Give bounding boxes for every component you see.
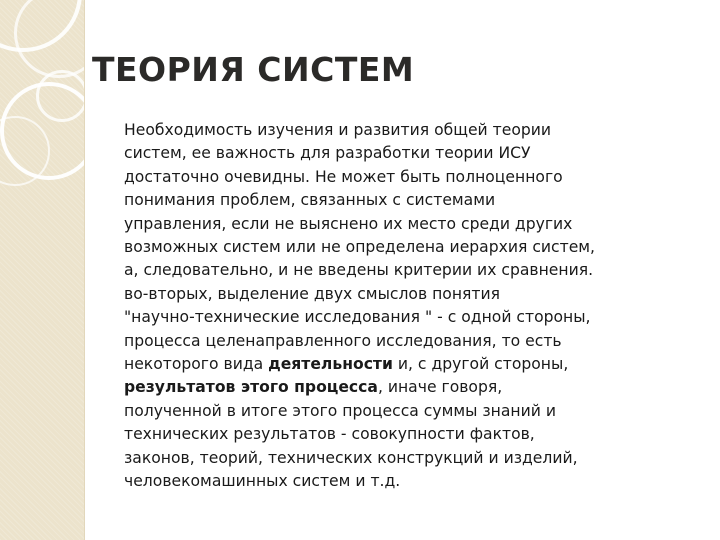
body-text-fragment: , иначе говоря, bbox=[377, 378, 503, 397]
body-line: полученной в итоге этого процесса суммы знаний и bbox=[124, 401, 556, 420]
body-line: технических результатов - совокупности фактов, bbox=[124, 425, 535, 444]
body-text-fragment: и, с другой стороны, bbox=[392, 355, 569, 374]
body-line: а, следовательно, и не введены критерии их сравнения. bbox=[124, 261, 594, 280]
emphasis-activity: деятельности bbox=[268, 355, 393, 374]
body-line: систем, ее важность для разработки теории ИСУ bbox=[124, 144, 531, 163]
body-line bbox=[124, 376, 700, 399]
body-text-fragment: некоторого вида bbox=[124, 355, 269, 374]
body-line: процесса целенаправленного исследования, то есть bbox=[124, 331, 562, 350]
body-line: во-вторых, выделение двух смыслов понятия bbox=[124, 284, 501, 303]
decorative-ring bbox=[36, 70, 84, 122]
body-line: управления, если не выяснено их место среди других bbox=[124, 214, 573, 233]
body-line: законов, теорий, технических конструкций и изделий, bbox=[124, 448, 578, 467]
body-line: понимания проблем, связанных с системами bbox=[124, 191, 496, 210]
emphasis-results: результатов этого процесса bbox=[124, 378, 378, 397]
body-line bbox=[124, 353, 700, 376]
decorative-side-panel bbox=[0, 0, 84, 540]
body-line: человекомашинных систем и т.д. bbox=[124, 472, 401, 491]
body-line: Необходимость изучения и развития общей теории bbox=[124, 121, 552, 139]
slide-body-text bbox=[124, 119, 700, 494]
body-line: "научно-технические исследования " - с одной стороны, bbox=[124, 308, 591, 327]
slide-title: ТЕОРИЯ СИСТЕМ bbox=[92, 50, 415, 89]
decorative-ring bbox=[14, 0, 84, 78]
body-line: возможных систем или не определена иерархия систем, bbox=[124, 238, 596, 257]
side-panel-divider bbox=[84, 0, 85, 540]
body-line: достаточно очевидны. Не может быть полноценного bbox=[124, 167, 563, 186]
